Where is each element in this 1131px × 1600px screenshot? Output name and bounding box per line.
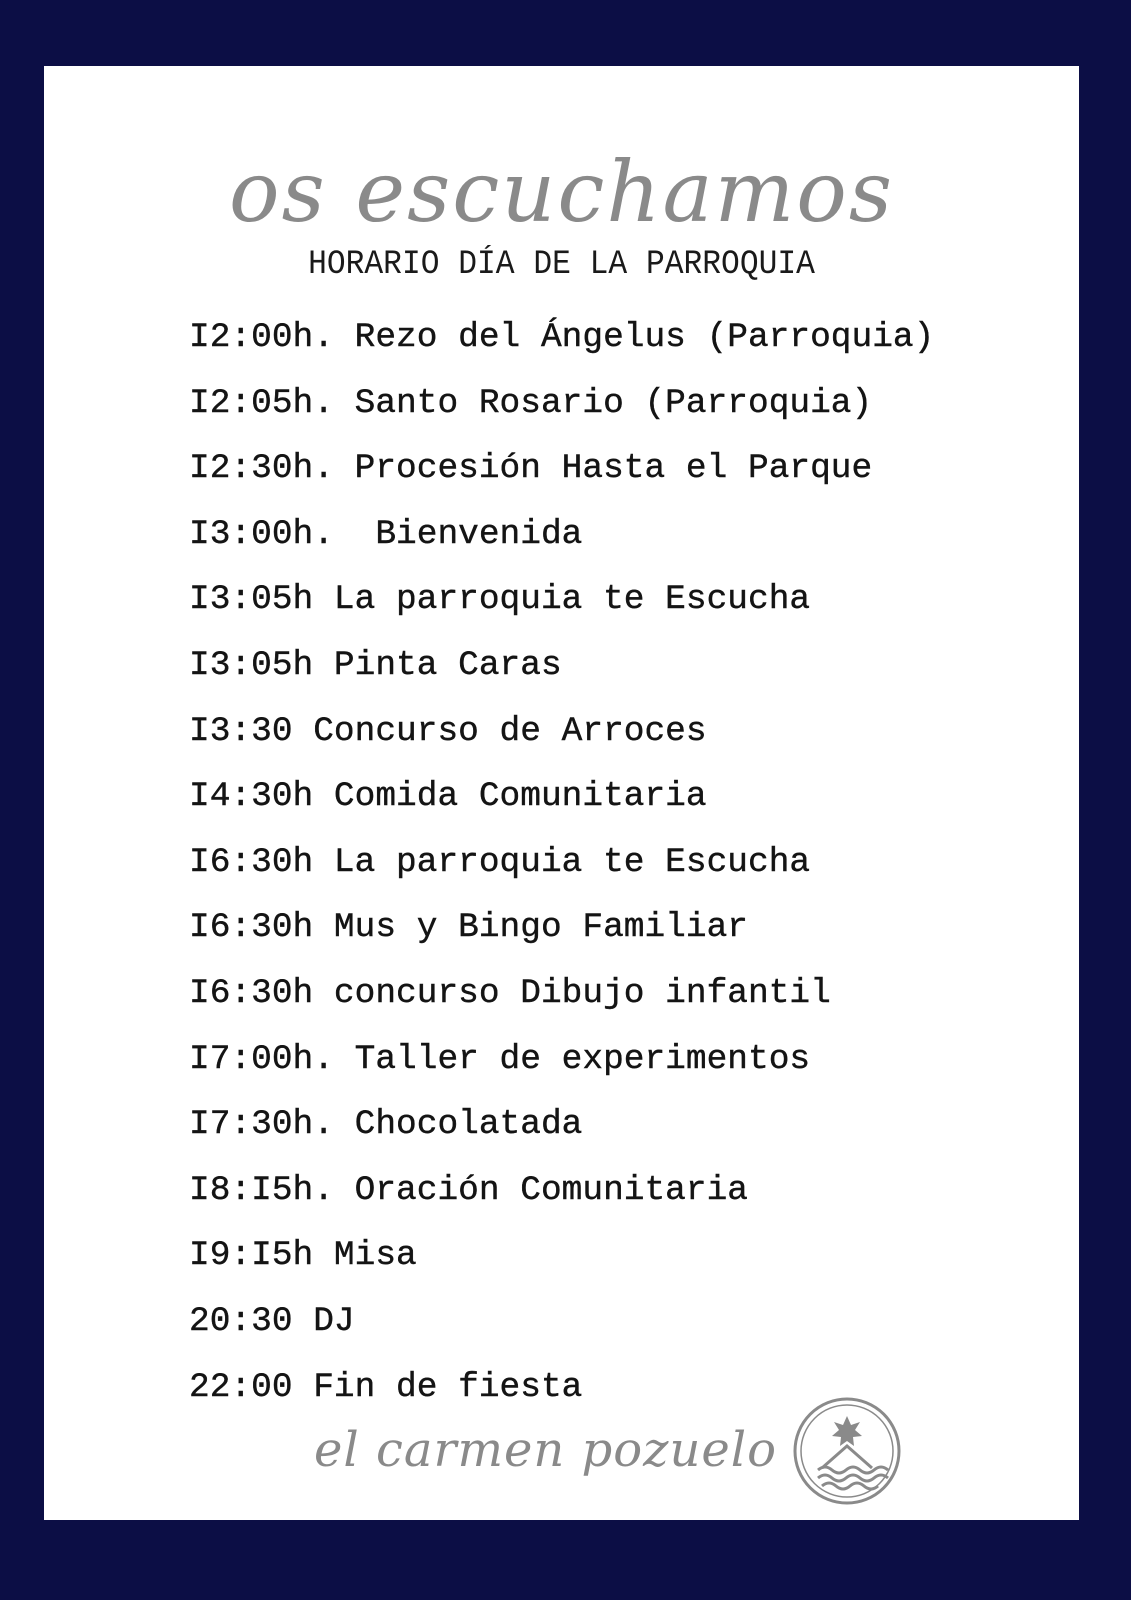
schedule-item: 22:00 Fin de fiesta [189,1367,583,1407]
script-title: os escuchamos [229,143,894,241]
poster-card [44,66,1079,1520]
footer-script: el carmen pozuelo [314,1422,778,1478]
parish-emblem-icon [792,1396,902,1506]
schedule-item: I6:30h Mus y Bingo Familiar [189,908,748,948]
schedule-heading: HORARIO DÍA DE LA PARROQUIA [308,246,815,284]
schedule-item: I9:I5h Misa [189,1236,417,1276]
schedule-item: I3:30 Concurso de Arroces [189,711,707,751]
schedule-item: 20:30 DJ [189,1301,355,1341]
schedule-item: I8:I5h. Oración Comunitaria [189,1170,748,1210]
schedule-item: I2:30h. Procesión Hasta el Parque [189,449,873,489]
schedule-item: I3:00h. Bienvenida [189,514,583,554]
schedule-item: I7:30h. Chocolatada [189,1105,583,1145]
schedule-item: I2:00h. Rezo del Ángelus (Parroquia) [189,318,935,357]
schedule-item: I4:30h Comida Comunitaria [189,777,707,817]
schedule-item: I6:30h La parroquia te Escucha [189,842,811,882]
schedule-item: I7:00h. Taller de experimentos [189,1039,811,1079]
schedule-item: I6:30h concurso Dibujo infantil [189,973,831,1013]
schedule-item: I3:05h La parroquia te Escucha [189,580,811,620]
schedule-item: I2:05h. Santo Rosario (Parroquia) [189,383,873,423]
schedule-item: I3:05h Pinta Caras [189,645,562,685]
schedule-list [189,318,935,1436]
